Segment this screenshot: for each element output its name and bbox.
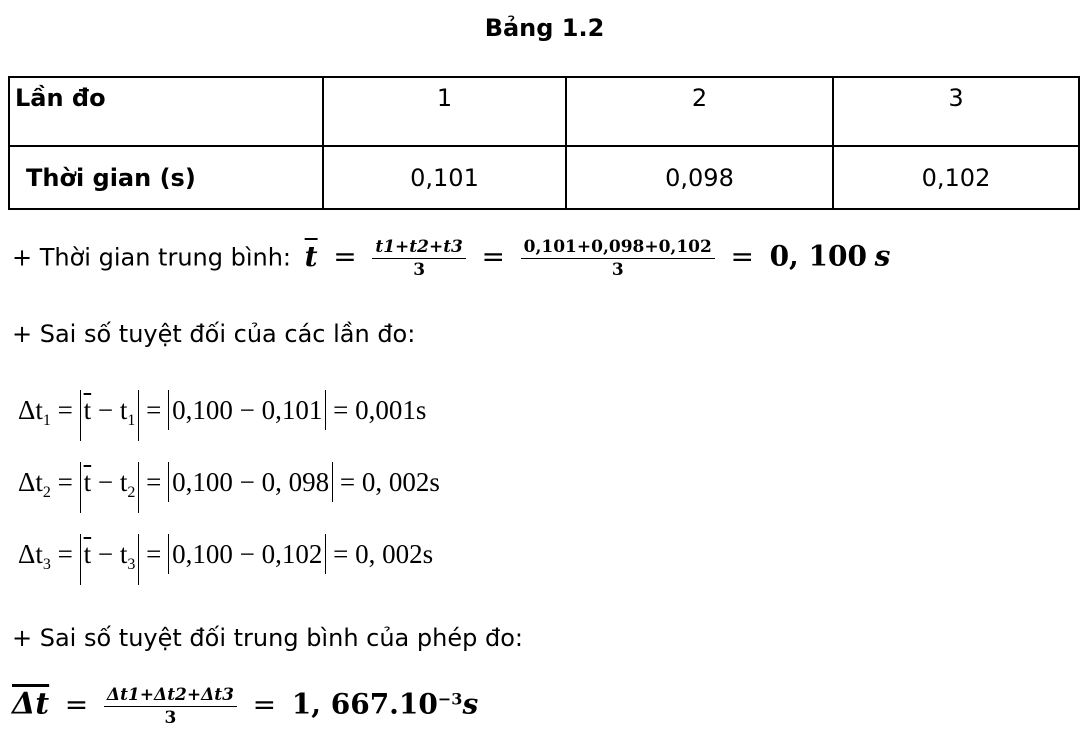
equals-sign: =	[481, 239, 505, 273]
t-bar: $\overline{t}$	[83, 395, 92, 425]
equals-sign: =	[252, 687, 277, 721]
abs-values: 0,100 − 0,102	[168, 534, 326, 574]
equals-sign: =	[64, 687, 89, 721]
error-result: 0, 002s	[355, 539, 434, 569]
abs-error-label: + Sai số tuyệt đối của các lần đo:	[12, 320, 416, 348]
mean-formula-fraction	[372, 236, 466, 281]
measurement-table	[8, 76, 1080, 210]
trial-cell: 1	[323, 77, 566, 146]
mean-error-numerator: Δt1+Δt2+Δt3	[104, 684, 237, 707]
time-cell: 0,098	[566, 146, 833, 209]
error-line-1: $\Delta t_1 = \overline{t} - t_1 = 0,100 - 0,101 = 0,001s$	[18, 390, 426, 441]
t-bar: $\overline{t}$	[83, 539, 92, 569]
time-cell: 0,102	[833, 146, 1079, 209]
error-result: 0,001s	[355, 395, 427, 425]
formula-denominator: 3	[413, 260, 426, 280]
mean-error-exponent: −3	[437, 689, 463, 709]
delta-symbol: Δt	[18, 467, 43, 497]
t-index: 1	[127, 412, 136, 429]
trial-cell: 3	[833, 77, 1079, 146]
error-line-3: $\Delta t_3 = \overline{t} - t_3 = 0,100 - 0,102 = 0$, 002s	[18, 534, 433, 585]
abs-mean-minus-t: $\overline{t} - t_3$	[80, 534, 140, 585]
mean-time-label: + Thời gian trung bình:	[12, 243, 292, 272]
abs-values: 0,100 − 0, 098	[168, 462, 333, 502]
mean-error-label: + Sai số tuyệt đối trung bình của phép đo:	[12, 624, 523, 652]
mean-time-line	[12, 236, 890, 281]
mean-error-line	[12, 684, 478, 729]
error-line-2: $\Delta t_2 = \overline{t} - t_2 = 0,100 - 0$, 098 = 0, 002s	[18, 462, 440, 513]
table-title: Bảng 1.2	[484, 14, 605, 42]
abs-values: 0,100 − 0,101	[168, 390, 326, 430]
abs-mean-minus-t: $\overline{t} - t_2$	[80, 462, 140, 513]
delta-index: 1	[42, 412, 51, 429]
delta-index: 2	[42, 484, 51, 501]
values-denominator: 3	[611, 260, 624, 280]
mean-error-denominator: 3	[164, 708, 177, 728]
t-index: 2	[127, 484, 136, 501]
delta-symbol: Δt	[18, 539, 43, 569]
delta-symbol: Δt	[18, 395, 43, 425]
table-row	[9, 77, 1079, 146]
time-cell: 0,101	[323, 146, 566, 209]
mean-values-fraction	[521, 236, 715, 281]
delta-index: 3	[42, 556, 51, 573]
mean-result: 0, 100	[769, 239, 868, 273]
mean-error-unit: s	[462, 687, 479, 721]
equals-sign: =	[730, 239, 754, 273]
row-header-time: Thời gian (s)	[9, 146, 323, 209]
row-header-trial: Lần đo	[9, 77, 323, 146]
mean-delta-symbol: $\overline{\Delta t}$	[12, 686, 50, 722]
formula-numerator: t1+t2+t3	[372, 236, 466, 259]
t-index: 3	[127, 556, 136, 573]
mean-unit: s	[874, 239, 891, 273]
equals-sign: =	[333, 239, 357, 273]
mean-error-fraction	[104, 684, 237, 729]
mean-error-result: 1, 667.10	[291, 687, 438, 721]
values-numerator: 0,101+0,098+0,102	[521, 236, 715, 259]
error-result: 0, 002s	[361, 467, 440, 497]
abs-mean-minus-t: $\overline{t} - t_1$	[80, 390, 140, 441]
table-row	[9, 146, 1079, 209]
trial-cell: 2	[566, 77, 833, 146]
t-bar: $\overline{t}$	[83, 467, 92, 497]
mean-symbol: $\overline{t}$	[304, 239, 318, 273]
